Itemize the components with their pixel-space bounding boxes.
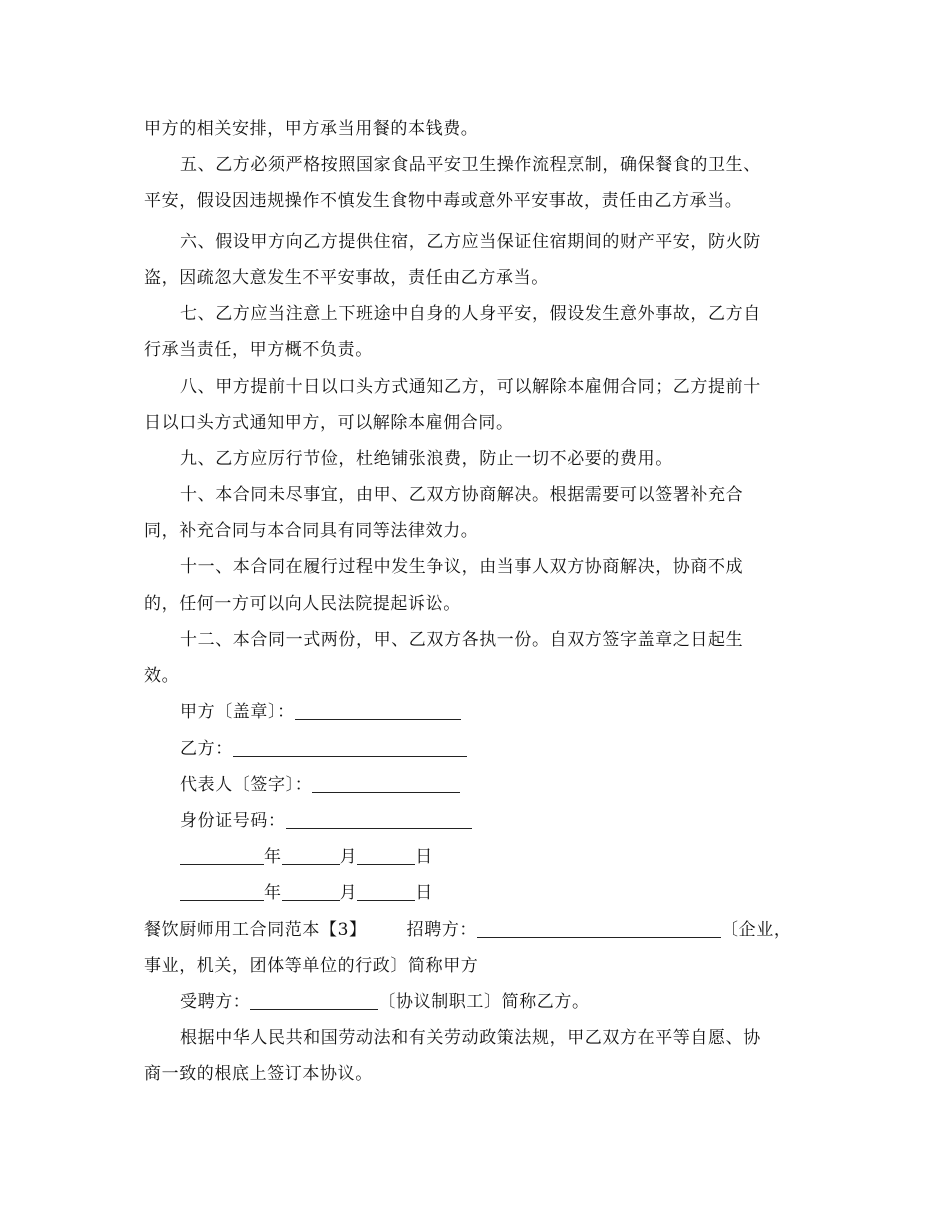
party-a-seal-line <box>180 701 461 723</box>
text-line: 十一、本合同在履行过程中发生争议，由当事人双方协商解决，协商不成 <box>180 557 744 577</box>
employee-field[interactable] <box>250 993 378 1010</box>
id-number-label: 身份证号码： <box>180 811 286 831</box>
text-line: 六、假设甲方向乙方提供住宿，乙方应当保证住宿期间的财产平安，防火防 <box>180 232 761 252</box>
employee-label: 受聘方： <box>180 992 251 1012</box>
year-label: 年 <box>264 883 282 903</box>
employee-suffix: 〔协议制职工〕简称乙方。 <box>378 992 590 1012</box>
date-year-field[interactable] <box>180 848 264 865</box>
text-line: 七、乙方应当注意上下班途中自身的人身平安，假设发生意外事故，乙方自 <box>180 304 761 324</box>
month-label: 月 <box>339 883 358 903</box>
employer-suffix: 〔企业， <box>721 920 792 940</box>
day-label: 日 <box>415 883 433 903</box>
employee-line <box>180 991 590 1013</box>
text-line: 商一致的根底上签订本协议。 <box>144 1064 373 1084</box>
text-line: 五、乙方必须严格按照国家食品平安卫生操作流程烹制，确保餐食的卫生、 <box>180 155 761 175</box>
id-number-line <box>180 810 472 832</box>
date-month-field[interactable] <box>282 884 340 901</box>
employer-field[interactable] <box>477 921 721 938</box>
text-line: 效。 <box>144 666 180 686</box>
text-line: 同，补充合同与本合同具有同等法律效力。 <box>144 521 479 541</box>
text-line: 九、乙方应厉行节俭，杜绝铺张浪费，防止一切不必要的费用。 <box>180 449 673 469</box>
month-label: 月 <box>339 847 358 867</box>
text-line: 事业，机关，团体等单位的行政〕简称甲方 <box>144 956 479 976</box>
text-line: 十二、本合同一式两份，甲、乙双方各执一份。自双方签字盖章之日起生 <box>180 630 744 650</box>
text-line: 根据中华人民共和国劳动法和有关劳动政策法规，甲乙双方在平等自愿、协 <box>180 1028 761 1048</box>
sample3-heading-line <box>144 919 791 941</box>
sample3-title: 餐饮厨师用工合同范本【3】 <box>144 920 367 940</box>
text-line: 行承当责任，甲方概不负责。 <box>144 340 373 360</box>
party-a-label: 甲方〔盖章〕： <box>180 702 295 722</box>
party-b-field[interactable] <box>233 740 467 757</box>
text-line: 平安，假设因违规操作不慎发生食物中毒或意外平安事故，责任由乙方承当。 <box>144 191 743 211</box>
text-line: 的，任何一方可以向人民法院提起诉讼。 <box>144 594 461 614</box>
date-line <box>180 882 433 904</box>
date-year-field[interactable] <box>180 884 264 901</box>
date-month-field[interactable] <box>282 848 340 865</box>
date-day-field[interactable] <box>357 848 415 865</box>
party-b-line <box>180 738 467 760</box>
text-line: 十、本合同未尽事宜，由甲、乙双方协商解决。根据需要可以签署补充合 <box>180 485 744 505</box>
party-a-seal-field[interactable] <box>295 703 461 720</box>
representative-signature-field[interactable] <box>312 776 460 793</box>
employer-label: 招聘方： <box>406 920 478 940</box>
party-b-label: 乙方： <box>180 739 233 759</box>
representative-line <box>180 774 460 796</box>
date-day-field[interactable] <box>357 884 415 901</box>
text-line: 日以口头方式通知甲方，可以解除本雇佣合同。 <box>144 413 514 433</box>
day-label: 日 <box>415 847 433 867</box>
representative-label: 代表人〔签字〕： <box>180 775 313 795</box>
id-number-field[interactable] <box>286 812 472 829</box>
text-line: 甲方的相关安排，甲方承当用餐的本钱费。 <box>144 119 479 139</box>
text-line: 八、甲方提前十日以口头方式通知乙方，可以解除本雇佣合同；乙方提前十 <box>180 377 761 397</box>
text-line: 盗，因疏忽大意发生不平安事故，责任由乙方承当。 <box>144 268 549 288</box>
date-line <box>180 846 433 868</box>
year-label: 年 <box>264 847 282 867</box>
